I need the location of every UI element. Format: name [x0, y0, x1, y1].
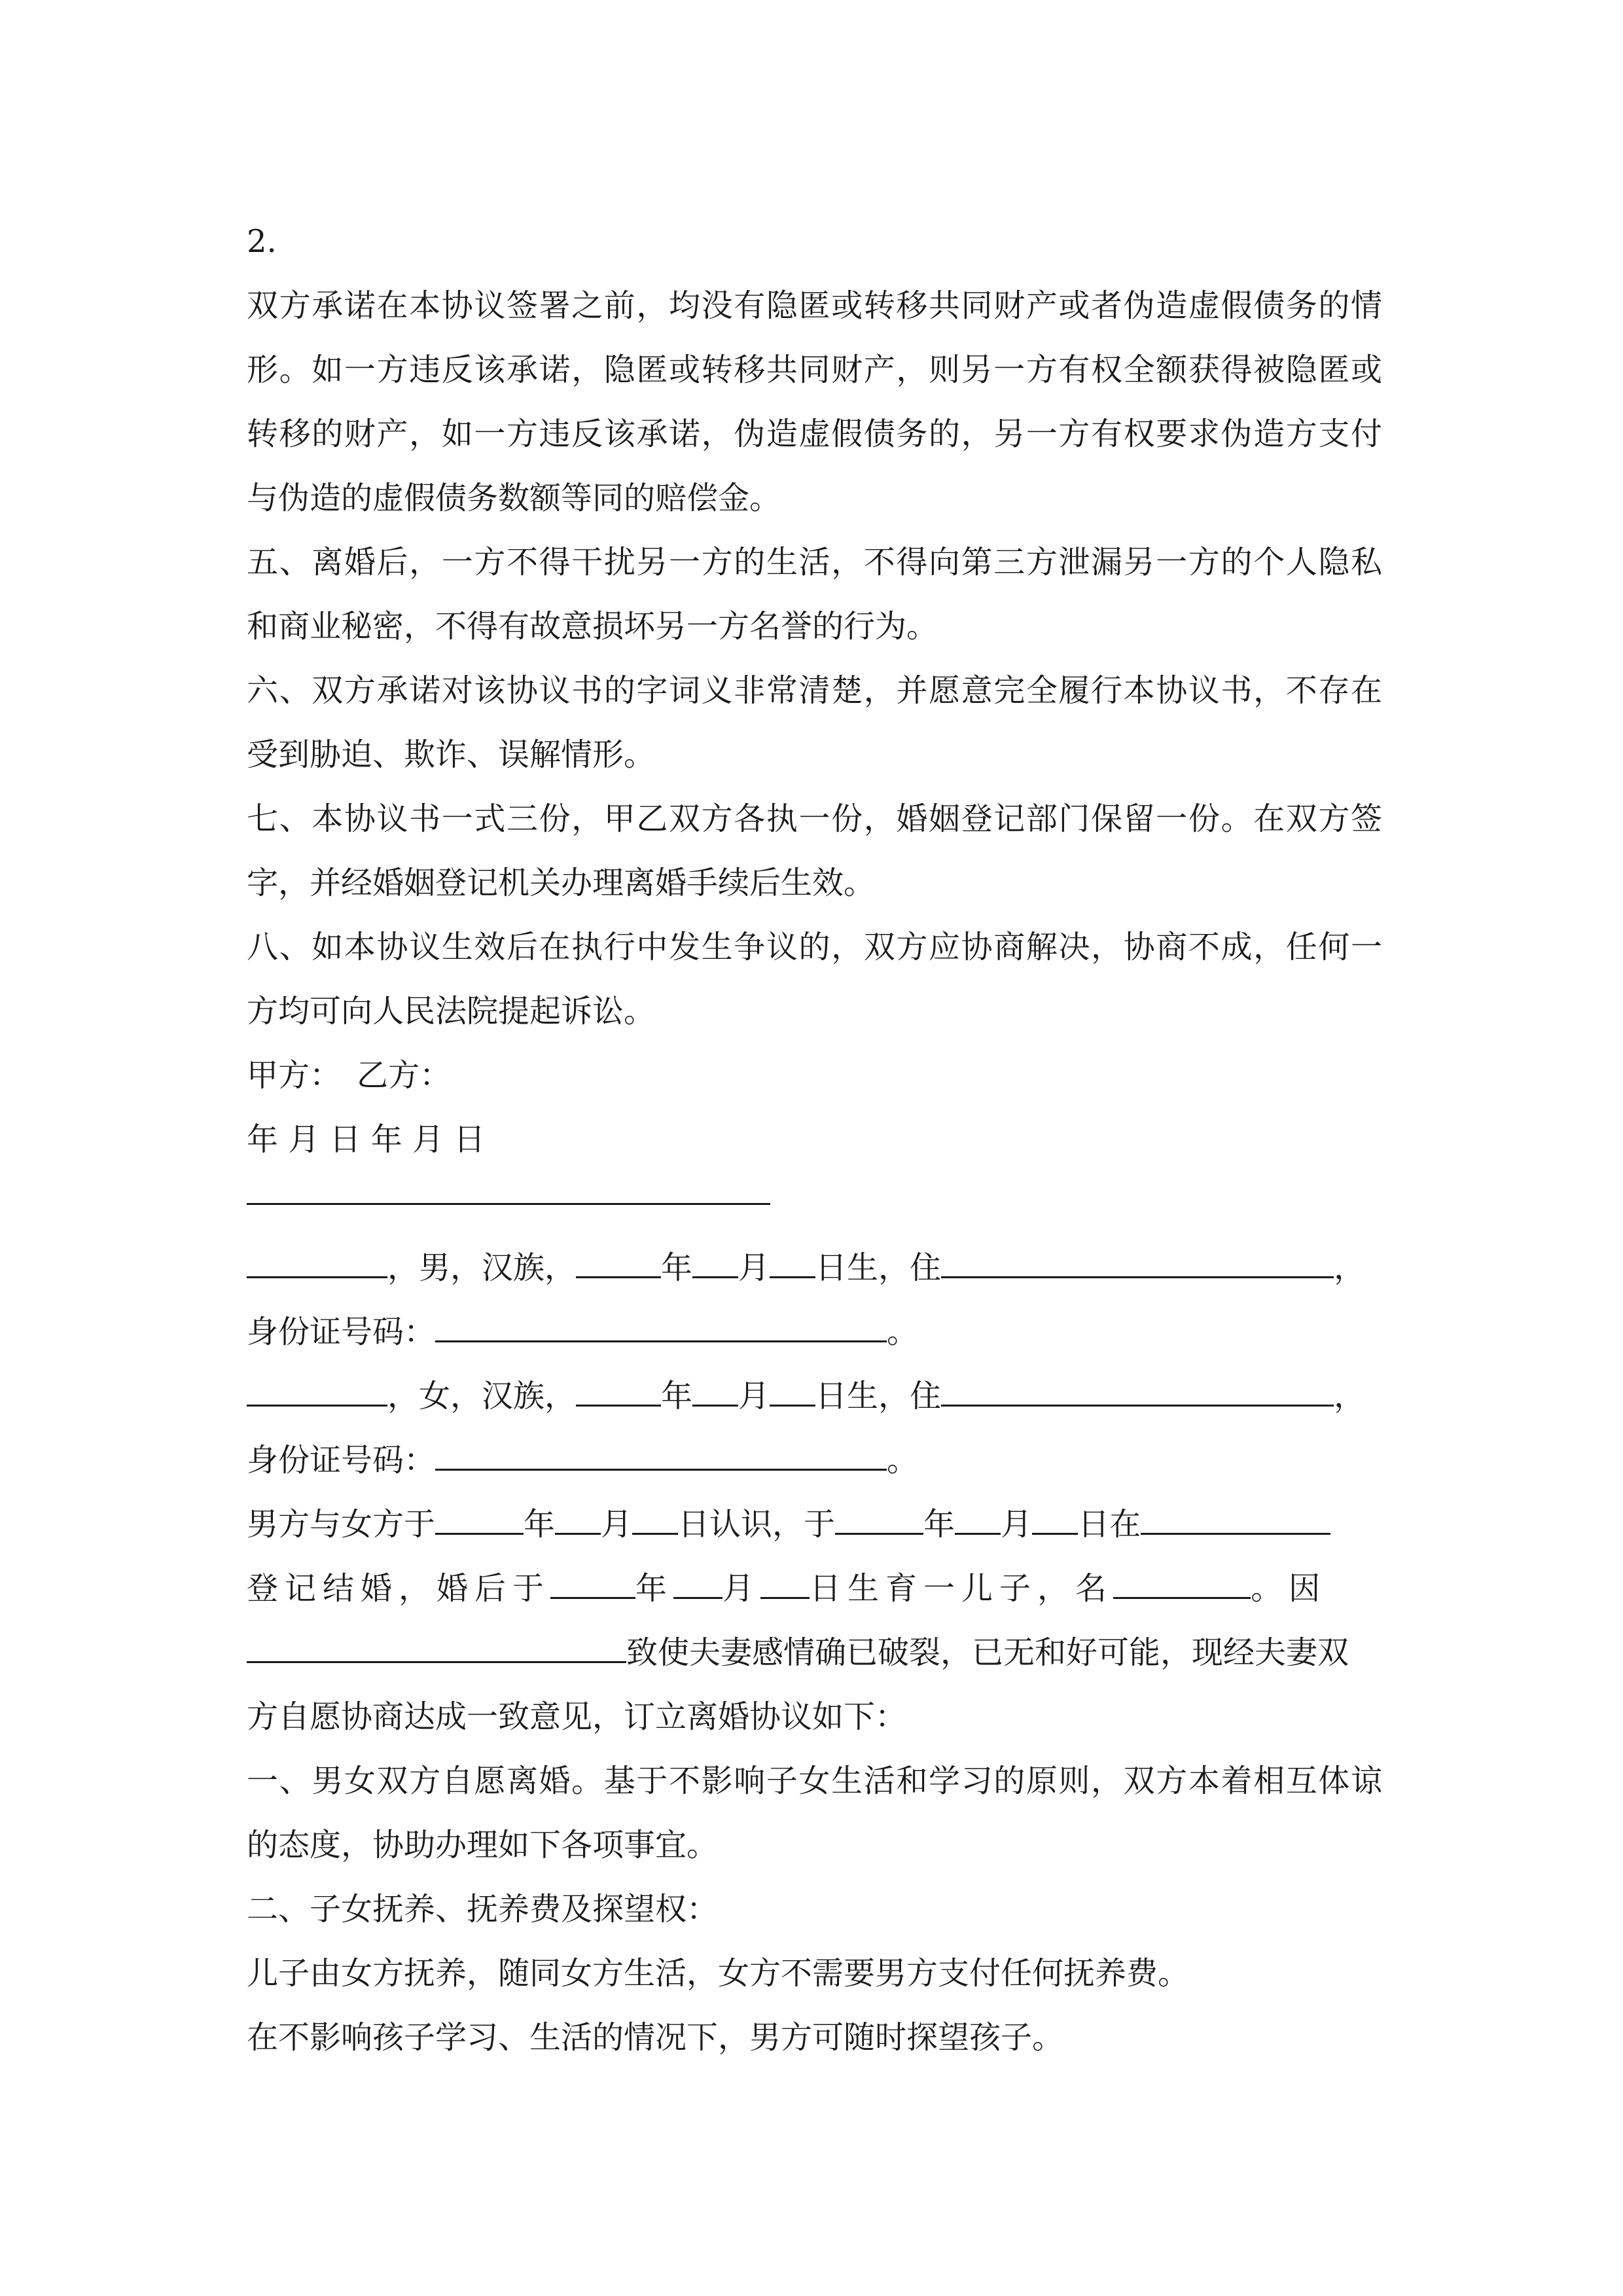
custody-line: 儿子由女方抚养，随同女方生活，女方不需要男方支付任何抚养费。 — [247, 1955, 1190, 1992]
female-address-blank[interactable] — [941, 1374, 1334, 1407]
registration-month-blank[interactable] — [955, 1503, 1001, 1535]
paragraph-line: 与伪造的虚假债务数额等同的赔偿金。 — [247, 480, 781, 516]
female-id-blank[interactable] — [435, 1439, 887, 1471]
reason-blank[interactable] — [247, 1631, 626, 1663]
clause-6-line: 六、双方承诺对该协议书的字词义非常清楚，并愿意完全履行本协议书，不存在 — [247, 672, 1382, 709]
female-birth-month-blank[interactable] — [692, 1374, 738, 1407]
marriage-met-line: 男方与女方于 年 月 日认识，于 年 月 日在 — [247, 1492, 1382, 1556]
male-id-blank[interactable] — [435, 1310, 887, 1342]
male-birth-month-blank[interactable] — [692, 1246, 738, 1278]
male-birth-year-blank[interactable] — [576, 1246, 661, 1278]
document-body — [247, 209, 1382, 2070]
clause-7-line: 字，并经婚姻登记机关办理离婚手续后生效。 — [247, 865, 876, 901]
female-name-blank[interactable] — [247, 1374, 387, 1407]
clause-8-line: 方均可向人民法院提起诉讼。 — [247, 993, 656, 1030]
registration-day-blank[interactable] — [1032, 1503, 1078, 1535]
paragraph-line: 形。如一方违反该承诺，隐匿或转移共同财产，则另一方有权全额获得被隐匿或 — [247, 351, 1382, 388]
male-info-line: ，男，汉族， 年 月 日生，住 ， — [247, 1236, 1382, 1300]
paragraph-line: 转移的财产，如一方违反该承诺，伪造虚假债务的，另一方有权要求伪造方支付 — [247, 416, 1382, 452]
paragraph-line: 双方承诺在本协议签署之前，均没有隐匿或转移共同财产或者伪造虚假债务的情 — [247, 287, 1382, 324]
registration-year-blank[interactable] — [835, 1503, 923, 1535]
clause-1-line: 的态度，协助办理如下各项事宜。 — [247, 1827, 719, 1863]
marriage-breakdown-line: 致使夫妻感情确已破裂，已无和好可能，现经夫妻双 — [247, 1621, 1382, 1685]
clause-5-line: 和商业秘密，不得有故意损坏另一方名誉的行为。 — [247, 608, 938, 645]
section-separator — [247, 1172, 770, 1236]
male-name-blank[interactable] — [247, 1246, 387, 1278]
clause-6-line: 受到胁迫、欺诈、误解情形。 — [247, 736, 656, 773]
met-day-blank[interactable] — [632, 1503, 678, 1535]
met-year-blank[interactable] — [435, 1503, 524, 1535]
agreement-line: 方自愿协商达成一致意见，订立离婚协议如下： — [247, 1698, 907, 1735]
female-info-line: ，女，汉族， 年 月 日生，住 ， — [247, 1364, 1382, 1428]
registration-place-blank[interactable] — [1141, 1503, 1330, 1535]
male-address-blank[interactable] — [941, 1246, 1334, 1278]
signature-line: 甲方： 乙方： — [247, 1057, 452, 1094]
met-month-blank[interactable] — [555, 1503, 601, 1535]
clause-7-line: 七、本协议书一式三份，甲乙双方各执一份，婚姻登记部门保留一份。在双方签 — [247, 800, 1382, 837]
marriage-child-line: 登记结婚，婚后于 年 月 日生育一儿子，名 。因 — [247, 1556, 1382, 1621]
date-line: 年 月 日 年 月 日 — [247, 1121, 486, 1158]
male-id-line: 身份证号码： 。 — [247, 1300, 1382, 1364]
child-birth-year-blank[interactable] — [550, 1567, 635, 1599]
clause-8-line: 八、如本协议生效后在执行中发生争议的，双方应协商解决，协商不成，任何一 — [247, 929, 1382, 965]
clause-number: 2. — [247, 223, 277, 260]
clause-2-title: 二、子女抚养、抚养费及探望权： — [247, 1891, 719, 1928]
clause-5-line: 五、离婚后，一方不得干扰另一方的生活，不得向第三方泄漏另一方的个人隐私 — [247, 544, 1382, 581]
female-id-line: 身份证号码： 。 — [247, 1428, 1382, 1492]
male-birth-day-blank[interactable] — [770, 1246, 815, 1278]
female-birth-year-blank[interactable] — [576, 1374, 661, 1407]
clause-1-line: 一、男女双方自愿离婚。基于不影响子女生活和学习的原则，双方本着相互体谅 — [247, 1763, 1382, 1799]
child-name-blank[interactable] — [1113, 1567, 1251, 1599]
visitation-line: 在不影响孩子学习、生活的情况下，男方可随时探望孩子。 — [247, 2019, 1064, 2056]
child-birth-day-blank[interactable] — [760, 1567, 810, 1599]
child-birth-month-blank[interactable] — [673, 1567, 722, 1599]
female-birth-day-blank[interactable] — [770, 1374, 815, 1407]
